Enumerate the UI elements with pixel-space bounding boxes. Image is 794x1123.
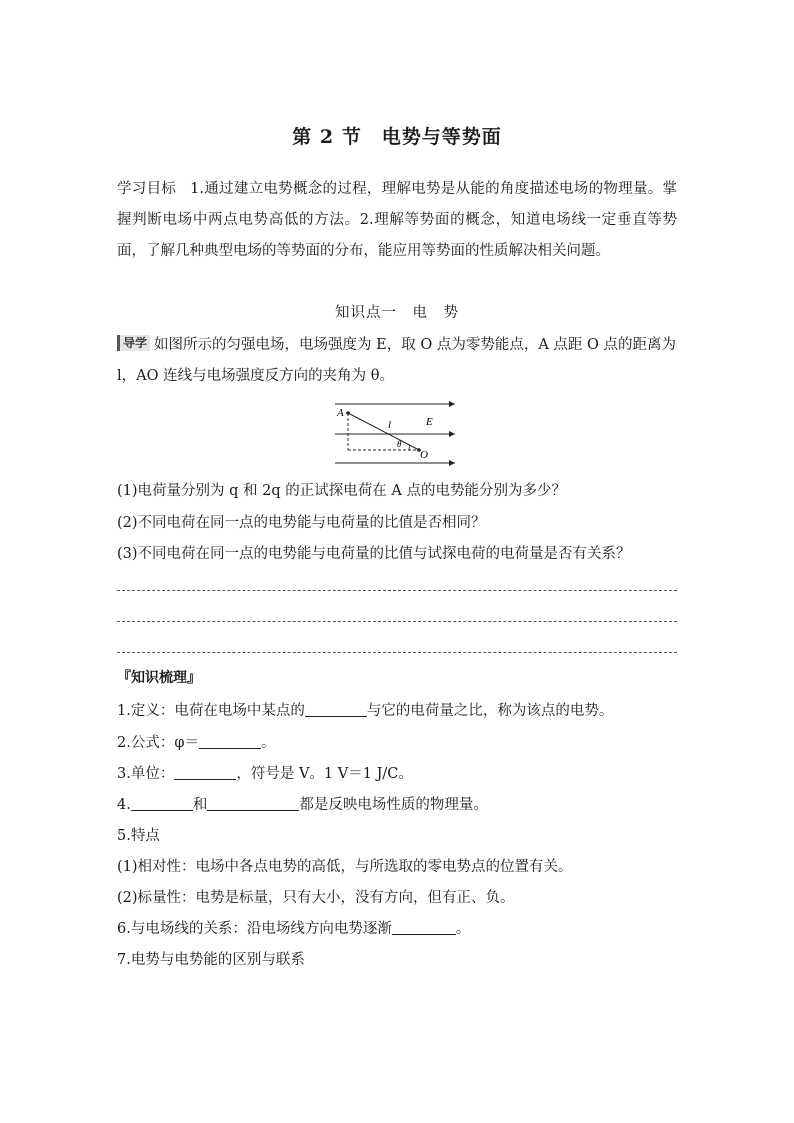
question-3: (3)不同电荷在同一点的电势能与电荷量的比值与试探电荷的电荷量是否有关系？ bbox=[117, 546, 631, 562]
item-field-properties bbox=[117, 793, 488, 814]
learning-objectives bbox=[117, 174, 677, 267]
item-1-text-b: 与它的电荷量之比，称为该点的电势。 bbox=[366, 703, 614, 719]
answer-line-1[interactable] bbox=[117, 590, 677, 591]
item-relativity: (1)相对性：电场中各点电势的高低，与所选取的零电势点的位置有关。 bbox=[117, 859, 573, 875]
fill-blank-4[interactable] bbox=[131, 796, 193, 811]
item-4-text-b: 和 bbox=[192, 797, 208, 813]
objectives-lead: 学习目标 bbox=[117, 181, 177, 197]
section-title: 知识点一 电 势 bbox=[335, 305, 459, 321]
item-6-text-a: 6.与电场线的关系：沿电场线方向电势逐渐 bbox=[117, 921, 392, 937]
question-1: (1)电荷量分别为 q 和 2q 的正试探电荷在 A 点的电势能分别为多少？ bbox=[117, 483, 566, 499]
guide-paragraph bbox=[117, 330, 677, 392]
question-2: (2)不同电荷在同一点的电势能与电荷量的比值是否相同？ bbox=[117, 515, 486, 531]
label-theta: θ bbox=[397, 439, 402, 449]
label-O: O bbox=[420, 449, 428, 461]
label-A: A bbox=[337, 407, 344, 419]
fill-blank-6[interactable] bbox=[392, 920, 456, 935]
item-field-line-relation bbox=[117, 917, 470, 938]
fill-blank-2[interactable] bbox=[199, 734, 261, 749]
fill-blank-1[interactable] bbox=[305, 702, 367, 717]
item-potential-vs-energy: 7.电势与电势能的区别与联系 bbox=[117, 952, 305, 968]
knowledge-sorting-heading: 『知识梳理』 bbox=[117, 670, 201, 686]
page-title: 第 2 节 电势与等势面 bbox=[292, 126, 502, 148]
answer-line-3[interactable] bbox=[117, 652, 677, 653]
item-3-text-b: ，符号是 V。1 V＝1 J/C。 bbox=[236, 766, 413, 782]
item-2-text-a: 2.公式：φ＝ bbox=[117, 735, 199, 751]
item-6-text-b: 。 bbox=[455, 921, 471, 937]
item-scalar: (2)标量性：电势是标量，只有大小，没有方向，但有正、负。 bbox=[117, 890, 515, 906]
objectives-text: 1.通过建立电势概念的过程，理解电势是从能的角度描述电场的物理量。掌握判断电场中两点电势高低的方法。2.理解等势面的概念，知道电场线一定垂直等势面，了解几种典型电场的等势面的分布，能应用等势面的性质解决相关问题。 bbox=[117, 181, 677, 259]
answer-line-2[interactable] bbox=[117, 621, 677, 622]
point-A bbox=[346, 411, 350, 415]
item-3-text-a: 3.单位： bbox=[117, 766, 175, 782]
electric-field-diagram bbox=[333, 398, 463, 468]
guide-text: 如图所示的匀强电场，电场强度为 E，取 O 点为零势能点，A 点距 O 点的距离为 l，AO 连线与电场强度反方向的夹角为 θ。 bbox=[117, 337, 676, 384]
item-formula bbox=[117, 731, 276, 752]
item-4-text-c: 都是反映电场性质的物理量。 bbox=[299, 797, 488, 813]
fill-blank-5[interactable] bbox=[207, 796, 299, 811]
item-1-text-a: 1.定义：电荷在电场中某点的 bbox=[117, 703, 305, 719]
item-features: 5.特点 bbox=[117, 828, 160, 844]
item-unit bbox=[117, 762, 413, 783]
item-4-text-a: 4. bbox=[117, 797, 131, 813]
theta-arc bbox=[409, 445, 410, 450]
label-l: l bbox=[388, 419, 392, 431]
guide-badge: 导学 bbox=[117, 335, 150, 351]
segment-AO bbox=[348, 413, 419, 450]
fill-blank-3[interactable] bbox=[174, 765, 236, 780]
label-E: E bbox=[426, 416, 433, 428]
item-2-text-b: 。 bbox=[261, 735, 276, 751]
item-definition bbox=[117, 699, 613, 720]
